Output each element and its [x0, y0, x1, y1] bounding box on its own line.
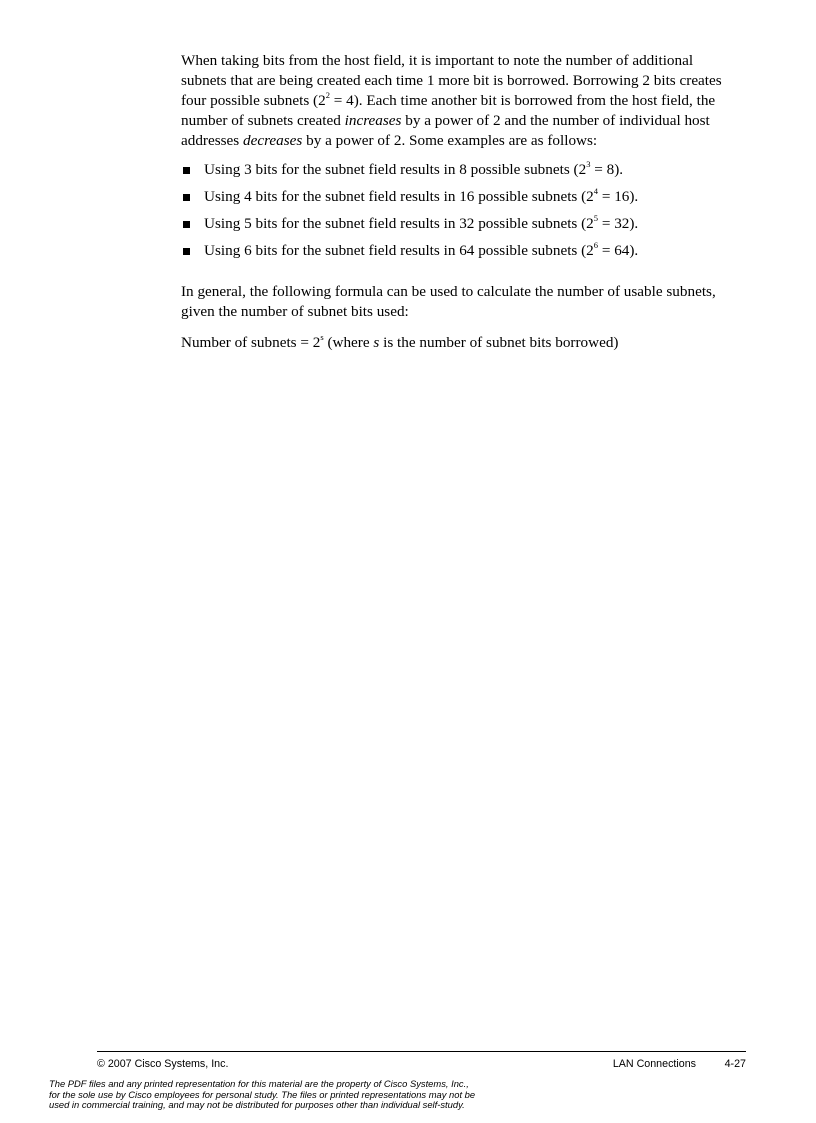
body-content — [181, 51, 741, 353]
subnet-formula: Number of subnets = $2^s$ (where s is the number of subnet bits borrowed) — [181, 331, 619, 351]
page-footer — [97, 1058, 746, 1072]
footer-divider — [97, 1051, 746, 1052]
square-bullet-icon — [183, 221, 190, 228]
disclaimer-line: The PDF files and any printed representation for this material are the property of Cisco Systems, Inc., — [49, 1078, 469, 1089]
list-item: Using 3 bits for the subnet field results in 8 possible subnets $(2^3 = 8)$. — [181, 160, 741, 180]
list-item: Using 6 bits for the subnet field results in 64 possible subnets $(2^6 = 64)$. — [181, 241, 741, 261]
course-title: LAN Connections — [612, 1058, 696, 1070]
general-formula-paragraph: In general, the following formula can be used to calculate the number of usable subnets, given the number of subnet bits used: — [181, 283, 716, 320]
list-item: Using 4 bits for the subnet field results in 16 possible subnets $(2^4 = 16)$. — [181, 187, 741, 207]
page-number: 4-27 — [724, 1058, 746, 1070]
disclaimer-line: for the sole use by Cisco employees for personal study. The files or printed representations may not be — [49, 1088, 476, 1100]
square-bullet-icon — [183, 167, 190, 174]
square-bullet-icon — [183, 194, 190, 201]
examples-list — [181, 160, 741, 261]
intro-paragraph: When taking bits from the host field, it is important to note the number of additional subnets that are being created each time 1 more bit is borrowed. Borrowing 2 bits creates four possible subnets $(2^2 = 4)$. Each time another bit is borrowed from the host field, the number of subnets created increases by a power of 2 and the number of individual host addresses decreases by a power of 2. Some examples are as follows: — [181, 52, 722, 149]
disclaimer — [49, 1079, 609, 1111]
copyright-text: © 2007 Cisco Systems, Inc. — [97, 1058, 229, 1070]
disclaimer-line: used in commercial training, and may not be distributed for purposes other than individual self-study. — [49, 1099, 465, 1110]
square-bullet-icon — [183, 248, 190, 255]
list-item: Using 5 bits for the subnet field results in 32 possible subnets $(2^5 = 32)$. — [181, 214, 741, 234]
